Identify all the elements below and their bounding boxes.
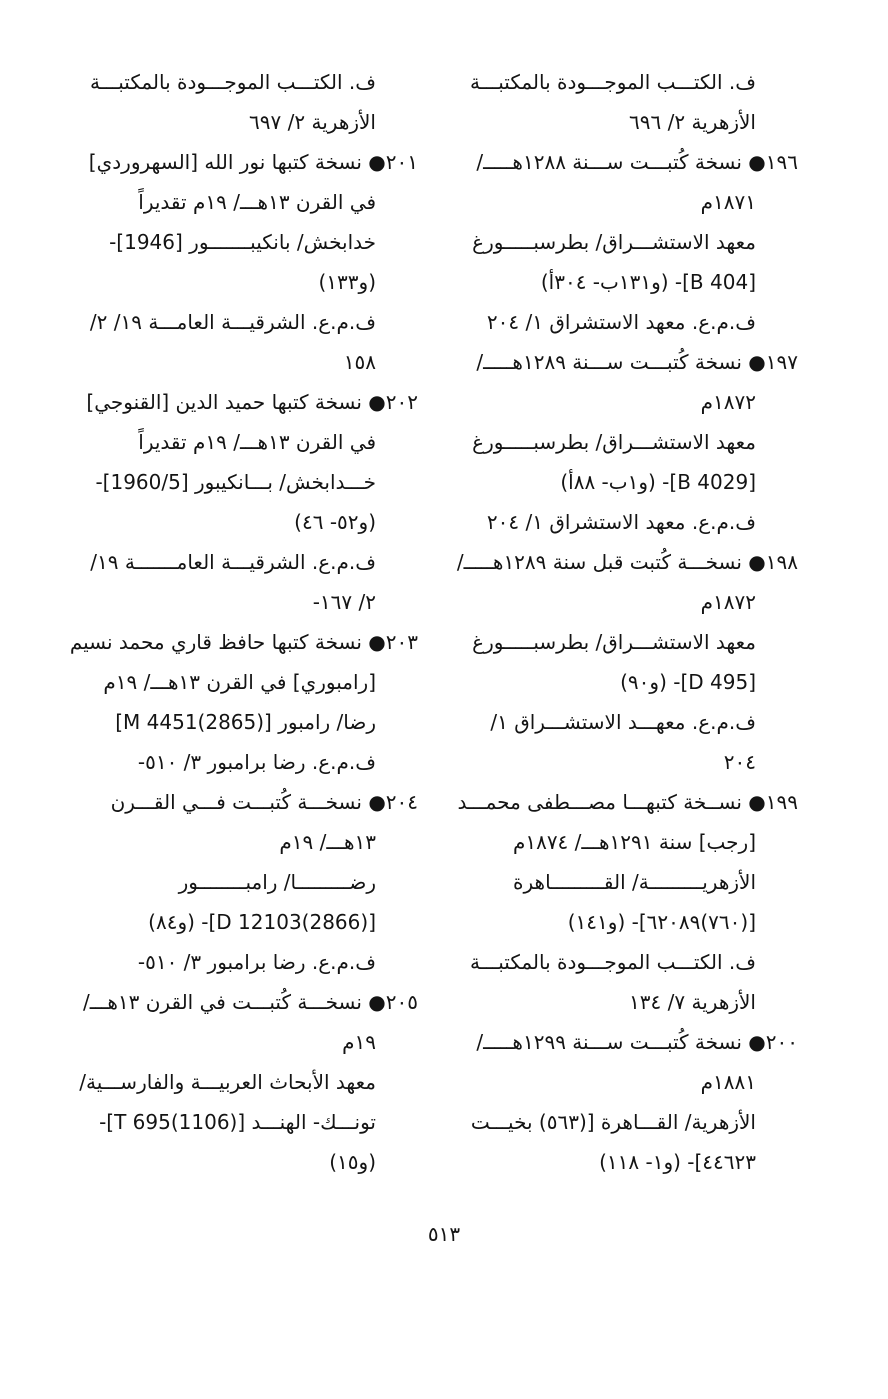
entry-line: ٢٠٤	[723, 750, 756, 774]
entry-line: ف.م.ع. معهد الاستشراق ١/ ٢٠٤	[486, 510, 756, 534]
entry-heading-line: ١٩٨● نسخـــة كُتبت قبل سنة ١٢٨٩هـــــ/	[456, 550, 798, 574]
entry-heading-line: ٢٠٤● نسخـــة كُتبـــت فـــي القـــرن	[110, 790, 418, 814]
entry-line: ١٣هـــ/ ١٩م	[279, 830, 376, 854]
entry-line: الأزهرية ٢/ ٦٩٧	[249, 110, 376, 134]
entry-line: [(٧٦٠)٦٢٠٨٩]- (و١٤١)	[567, 910, 756, 934]
entry-line: ١٨٨١م	[700, 1070, 756, 1094]
entry-line: ٤٤٦٢٣]- (و١- ١١٨)	[599, 1150, 756, 1174]
entry-heading-line: ٢٠١● نسخة كتبها نور الله [السهروردي]	[88, 150, 418, 174]
entry-line: معهد الاستشـــراق/ بطرسبـــــورغ	[472, 230, 756, 254]
entry-line: ١٨٧٢م	[700, 390, 756, 414]
entry-line: ف. الكتـــب الموجـــودة بالمكتبـــة	[469, 950, 756, 974]
entry-line: (و٥٢- ٤٦)	[294, 510, 376, 534]
entry-line: [B 404]- (و١٣١ب- ٣٠٤أ)	[540, 270, 756, 294]
entry-line: رضـــــــــا/ رامبــــــــور	[178, 870, 376, 894]
entry-line: ف. الكتـــب الموجـــودة بالمكتبـــة	[469, 70, 756, 94]
entry-line: (و١٥)	[329, 1150, 376, 1174]
entry-line: ١٨٧١م	[700, 190, 756, 214]
entry-line: [B 4029]- (و١ب- ٨٨أ)	[560, 470, 756, 494]
entry-line: ف. الكتـــب الموجـــودة بالمكتبـــة	[89, 70, 376, 94]
entry-line: [D 12103(2866)]- (و٨٤)	[148, 910, 376, 934]
page-number: ٥١٣	[427, 1222, 461, 1246]
entry-line: ف.م.ع. رضا برامبور ٣/ ٥١٠-	[137, 950, 376, 974]
entry-line: الأزهرية ٢/ ٦٩٦	[629, 110, 756, 134]
entry-line: الأزهرية ٧/ ١٣٤	[629, 990, 756, 1014]
entry-line: الأزهريـــــــــة/ القـــــــــاهرة	[513, 870, 756, 894]
entry-line: [رجب] سنة ١٢٩١هـــ/ ١٨٧٤م	[512, 830, 756, 854]
entry-heading-line: ٢٠٥● نسخـــة كُتبـــت في القرن ١٣هـــ/	[83, 990, 418, 1014]
entry-line: معهد الاستشـــراق/ بطرسبـــــورغ	[472, 630, 756, 654]
entry-heading-line: ١٩٩● نســخة كتبهـــا مصـــطفى محمـــد	[457, 790, 798, 814]
left-column	[69, 62, 418, 1182]
entry-line: خدابخش/ بانكيبـــــــور [1946]-	[109, 230, 376, 254]
entry-line: تونـــك- الهنـــد [T 695(1106)]-	[99, 1110, 376, 1134]
entry-line: رضا/ رامبور [M 4451(2865)]	[115, 710, 376, 734]
entry-line: ١٨٧٢م	[700, 590, 756, 614]
entry-line: (و١٣٣)	[318, 270, 376, 294]
entry-line: معهد الاستشـــراق/ بطرسبـــــورغ	[472, 430, 756, 454]
entry-line: [D 495]- (و٩٠)	[620, 670, 756, 694]
entry-heading-line: ١٩٦● نسخة كُتبـــت ســـنة ١٢٨٨هـــــ/	[476, 150, 798, 174]
entry-heading-line: ٢٠٠● نسخة كُتبـــت ســـنة ١٢٩٩هـــــ/	[476, 1030, 798, 1054]
entry-line: في القرن ١٣هـــ/ ١٩م تقديراً	[138, 430, 376, 454]
entry-line: ٢/ ١٦٧-	[312, 590, 376, 614]
entry-line: الأزهرية/ القـــاهرة [(٥٦٣) بخيـــت	[470, 1110, 756, 1134]
entry-line: ف.م.ع. الشرقيـــة العامـــــــة ١٩/	[90, 550, 376, 574]
entry-line: ١٩م	[342, 1030, 376, 1054]
entry-line: معهد الأبحاث العربيـــة والفارســـية/	[79, 1070, 376, 1094]
right-column	[452, 62, 798, 1182]
entry-line: خـــدابخش/ بـــانكيبور [1960/5]-	[95, 470, 376, 494]
entry-heading-line: ٢٠٣● نسخة كتبها حافظ قاري محمد نسيم	[69, 630, 418, 654]
entry-line: ف.م.ع. معهد الاستشراق ١/ ٢٠٤	[486, 310, 756, 334]
entry-line: ف.م.ع. الشرقيـــة العامـــة ١٩/ ٢/	[89, 310, 376, 334]
entry-line: ف.م.ع. رضا برامبور ٣/ ٥١٠-	[137, 750, 376, 774]
entry-line: ف.م.ع. معهـــد الاستشـــراق ١/	[490, 710, 756, 734]
entry-heading-line: ١٩٧● نسخة كُتبـــت ســـنة ١٢٨٩هـــــ/	[476, 350, 798, 374]
entry-line: [رامبوري] في القرن ١٣هـــ/ ١٩م	[103, 670, 376, 694]
entry-heading-line: ٢٠٢● نسخة كتبها حميد الدين [القنوجي]	[86, 390, 418, 414]
entry-line: ١٥٨	[343, 350, 376, 374]
entry-line: في القرن ١٣هـــ/ ١٩م تقديراً	[138, 190, 376, 214]
